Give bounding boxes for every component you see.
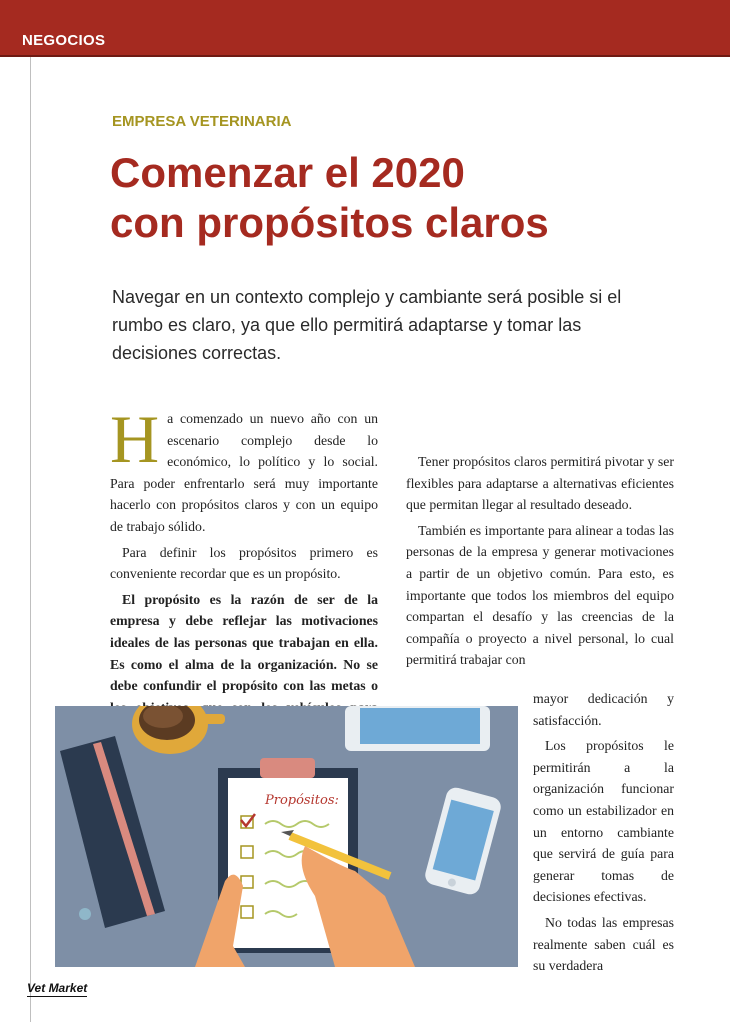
clipboard-heading: Propósitos: [265,793,339,808]
paragraph-6: Los propósitos le permitirán a la organización funcionar como un estabilizador en un entorno cambiante que servirá de guía para generar tomas de decisiones efectivas. [533,738,674,905]
paragraph-7: No todas las empresas realmente saben cuál es su verdadera [533,914,674,974]
article-illustration [55,706,518,967]
text-column-left [110,401,378,740]
drop-cap: H [110,401,160,477]
section-header-band [0,0,730,57]
paragraph-5: También es importante para alinear a todas las personas de la empresa y generar motivaciones a partir de un objetivo común. Para esto, es importante que todos los miembros del equipo compartan el desafío y las creencias de la compañía o proyecto a nivel personal, lo cual permitirá trabajar con [406,522,674,668]
title-line-1: Comenzar el 2020 [110,149,465,196]
text-wrap-beside-image [533,688,674,977]
paragraph-3-bold: El propósito es la razón de ser de la empresa y debe reflejar las motivaciones ideales de las personas que trabajan en ella. Es como el alma de la organización. No se debe confundir el propósito con las metas o [110,591,378,694]
paragraph-intro-text: a comenzado un nuevo año con un escenario complejo desde lo económico, lo político y lo social. Para poder enfrentarlo será muy importante hacerlo con propósitos claros y con un equipo de trabajo sólido. [110,411,378,534]
footer-brand: Vet Market [27,981,88,995]
article-title [110,148,549,248]
paragraph-5-tail: mayor dedicación y satisfacción. [533,691,674,728]
text-column-right [406,408,674,671]
title-line-2: con propósitos claros [110,199,549,246]
tablet-icon [345,706,490,751]
section-label: NEGOCIOS [22,32,106,49]
article-lead: Navegar en un contexto complejo y cambiante será posible si el rumbo es claro, ya que ello permitirá adaptarse y tomar las decisiones correctas. [112,287,622,363]
paragraph-intro [110,401,378,538]
paragraph-2: Para definir los propósitos primero es conveniente recordar que es un propósito. [110,544,378,582]
article-kicker: EMPRESA VETERINARIA [112,113,292,130]
paragraph-4: Tener propósitos claros permitirá pivotar y ser flexibles para adaptarse a alternativas eficientes que permitan llegar al resultado deseado. [406,454,674,513]
desk-illustration [55,706,518,967]
